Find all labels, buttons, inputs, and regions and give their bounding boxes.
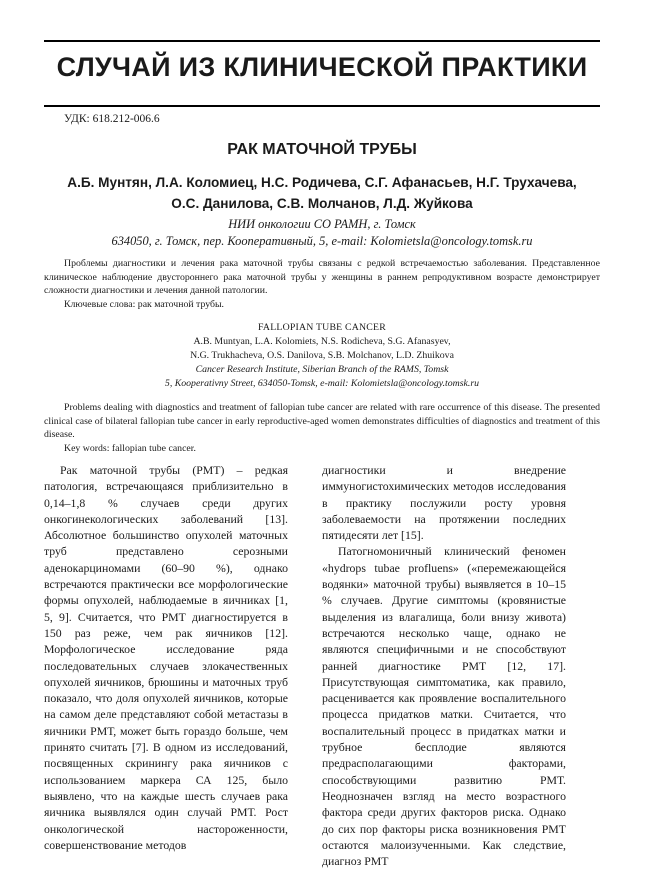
english-header bbox=[44, 321, 600, 391]
body-paragraph: диагностики и внедрение иммуногистохимических методов исследования в практику послужили росту уровня заболеваемости на протяжении последних пятидесяти лет [15]. bbox=[322, 463, 566, 543]
english-affiliation-line1: Cancer Research Institute, Siberian Branch of the RAMS, Tomsk bbox=[195, 364, 449, 375]
abstract-ru-text: Проблемы диагностики и лечения рака маточной трубы связаны с редкой встречаемостью заболевания. Представленное клиническое наблюдение двустороннего рака маточной трубы у женщины в раннем репродуктивном возрасте демонстрирует сложности диагностики и лечения данной патологии. bbox=[44, 258, 600, 296]
header-rule-top bbox=[44, 40, 600, 42]
authors-ru-line2: О.С. Данилова, С.В. Молчанов, Л.Д. Жуйкова bbox=[171, 196, 473, 211]
keywords-en: Key words: fallopian tube cancer. bbox=[64, 442, 196, 454]
abstract-en bbox=[44, 401, 600, 455]
english-title: FALLOPIAN TUBE CANCER bbox=[258, 322, 386, 333]
affiliation-ru-line1: НИИ онкологии СО РАМН, г. Томск bbox=[228, 217, 416, 231]
english-authors-line1: A.B. Muntyan, L.A. Kolomiets, N.S. Rodicheva, S.G. Afanasyev, bbox=[193, 336, 451, 347]
article-title: РАК МАТОЧНОЙ ТРУБЫ bbox=[227, 141, 417, 158]
english-affiliation-line2: 5, Kooperativny Street, 634050-Tomsk, e-mail: Kolomietsla@oncology.tomsk.ru bbox=[164, 378, 480, 389]
body-paragraph: Рак маточной трубы (РМТ) – редкая патология, встречающаяся приблизительно в 0,14–1,8 % случаев среди других онкогинекологических заболеваний [13]. Абсолютное большинство опухолей маточных труб представлено серозными аденокарциномами (60–90 %), однако встречаются практически все морфологические формы опухолей, наблюдаемые в яичниках [1, 5, 9]. Считается, что РМТ диагностируется в 150 раз реже, чем рак яичников [12]. Морфологическое исследование ряда последовательных случаев злокачественных опухолей яичников, брюшины и маточных труб показало, что доля опухолей яичников, которые на самом деле представляют собой метастазы в яичники РМТ, может быть гораздо больше, чем принято считать [7]. В одном из исследований, посвященных скринингу рака яичников с использованием маркера СА 125, было выявлено, что на каждые шесть случаев рака яичника выявлялся один случай РМТ. Рост онкологической настороженности, совершенствование методов bbox=[44, 463, 288, 852]
udc-code: УДК: 618.212-006.6 bbox=[64, 113, 160, 125]
body-column-right bbox=[322, 462, 566, 869]
english-authors-line2: N.G. Trukhacheva, O.S. Danilova, S.B. Molchanov, L.D. Zhuikova bbox=[190, 350, 454, 361]
affiliation-ru bbox=[44, 216, 600, 250]
affiliation-ru-line2: 634050, г. Томск, пер. Кооперативный, 5, e-mail: Kolomietsla@oncology.tomsk.ru bbox=[111, 234, 533, 248]
authors-ru-line1: А.Б. Мунтян, Л.А. Коломиец, Н.С. Родичева, С.Г. Афанасьев, Н.Г. Трухачева, bbox=[67, 175, 577, 190]
keywords-ru: Ключевые слова: рак маточной трубы. bbox=[64, 298, 224, 310]
body-paragraph: Патогномоничный клинический феномен «hydrops tubae profluens» («перемежающейся водянки» маточной трубы) выявляется в 10–15 % случаев. Другие симптомы (кровянистые выделения из влагалища, боли внизу живота) встречаются несколько чаще, однако не являются специфичными и не способствуют ранней диагностике РМТ [12, 17]. Присутствующая симптоматика, как правило, расценивается как проявление воспалительного процесса придатков матки. Считается, что воспалительный процесс в придатках матки и трубное бесплодие являются предрасполагающими факторами, способствующими развитию РМТ. Неоднозначен взгляд на место возрастного фактора среди других факторов риска. Однако до сих пор факторы риска возникновения РМТ остаются малоизученными. Как следствие, диагноз РМТ bbox=[322, 544, 566, 869]
abstract-ru bbox=[44, 257, 600, 311]
header-rule-bottom bbox=[44, 105, 600, 107]
body-column-left bbox=[44, 462, 288, 853]
abstract-en-text: Problems dealing with diagnostics and treatment of fallopian tube cancer are related with rare occurrence of this disease. The presented clinical case of bilateral fallopian tube cancer in early reproductive-aged women demonstrates difficulties of diagnostics and treatment of this disease. bbox=[44, 402, 600, 440]
authors-ru bbox=[44, 172, 600, 214]
section-title: СЛУЧАЙ ИЗ КЛИНИЧЕСКОЙ ПРАКТИКИ bbox=[56, 52, 588, 82]
